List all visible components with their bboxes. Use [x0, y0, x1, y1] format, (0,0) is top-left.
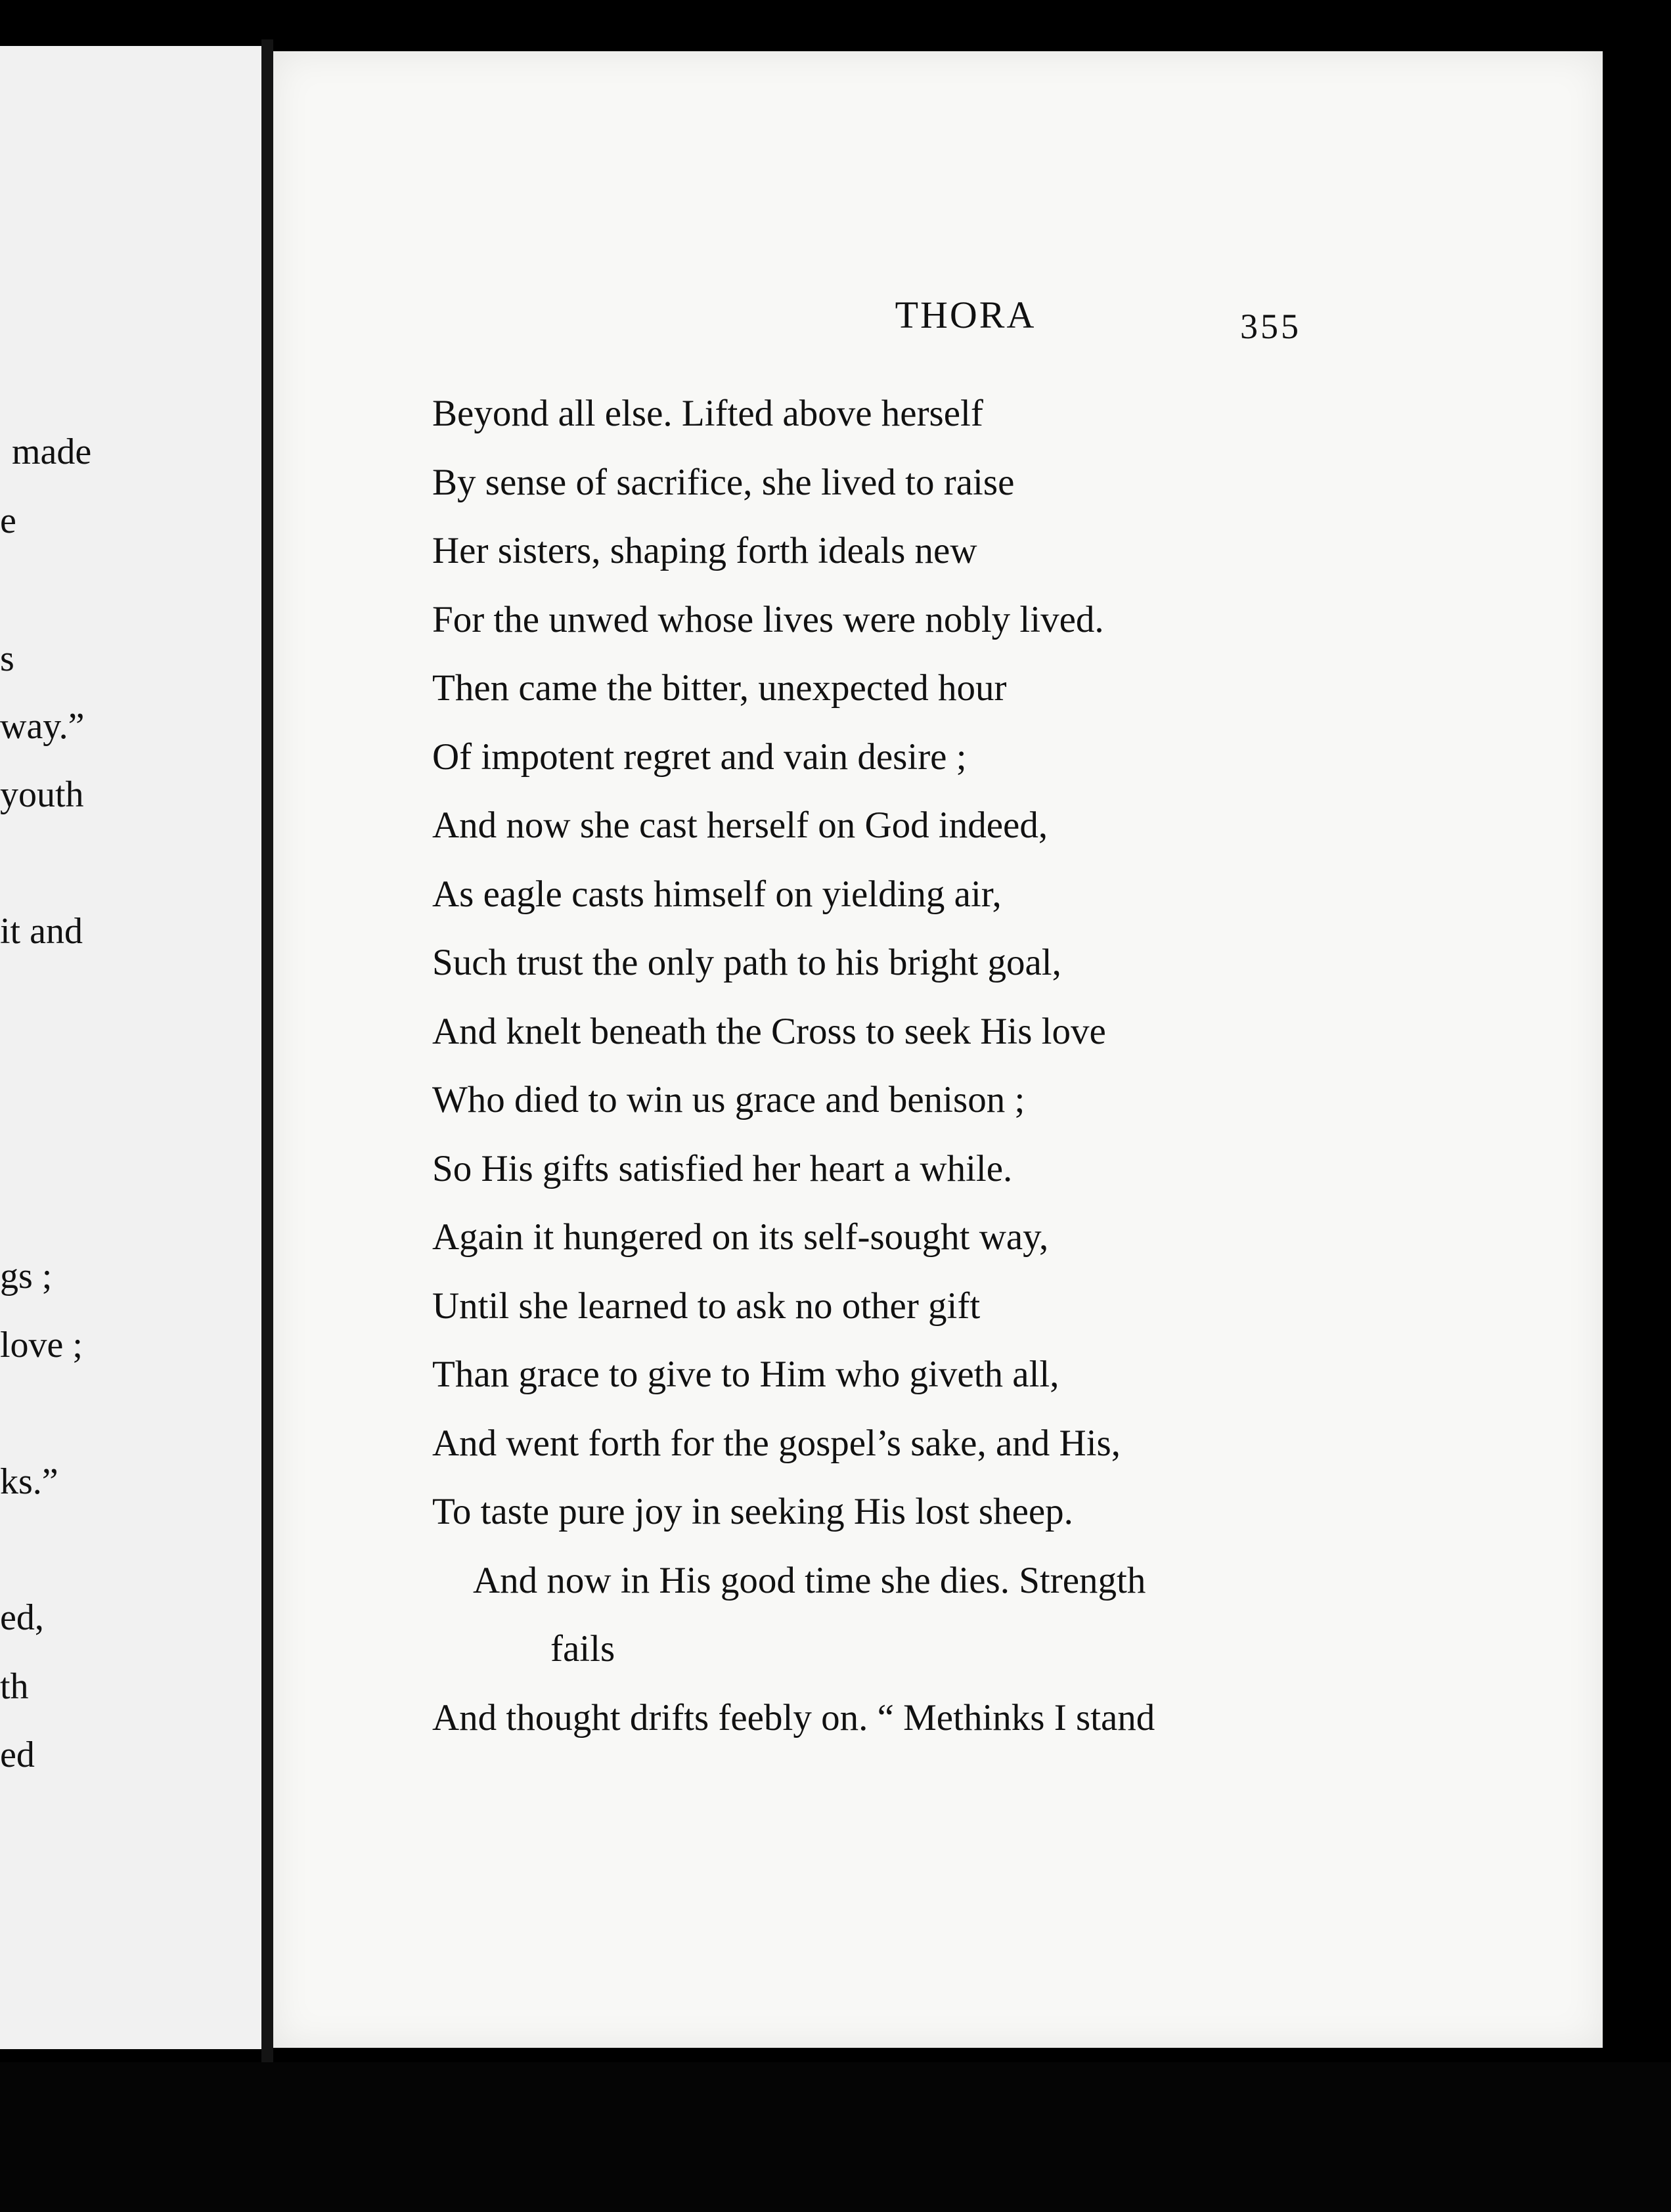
- left-fragment-line: th: [0, 1666, 29, 1707]
- verse-line: And went forth for the gospel’s sake, and His,: [432, 1422, 1121, 1464]
- verse-line: Again it hungered on its self-sought way,: [432, 1216, 1049, 1258]
- verse-line: Of impotent regret and vain desire ;: [432, 736, 967, 778]
- page-number: 355: [1240, 307, 1301, 346]
- running-head: THORA: [895, 294, 1036, 336]
- verse-line: To taste pure joy in seeking His lost sheep.: [432, 1491, 1073, 1532]
- left-fragment-line: ed: [0, 1735, 35, 1775]
- verse-line: Then came the bitter, unexpected hour: [432, 667, 1007, 709]
- verse-line: Than grace to give to Him who giveth all,: [432, 1354, 1059, 1395]
- right-page: [273, 51, 1603, 2048]
- verse-line: fails: [550, 1628, 615, 1670]
- left-fragment-line: e: [0, 500, 16, 541]
- verse-line: Such trust the only path to his bright goal,: [432, 942, 1061, 983]
- left-fragment-line: made: [12, 431, 92, 472]
- verse-line: Who died to win us grace and benison ;: [432, 1079, 1025, 1120]
- left-fragment-line: love ;: [0, 1325, 83, 1365]
- left-fragment-line: ed,: [0, 1597, 44, 1638]
- scan-background: [0, 2062, 1671, 2212]
- verse-line: And thought drifts feebly on. “ Methinks I stand: [432, 1696, 1155, 1738]
- verse-line: Beyond all else. Lifted above herself: [432, 393, 983, 434]
- left-page-fragment: [0, 46, 261, 2049]
- poem-text: [432, 380, 1588, 1752]
- verse-line: And now she cast herself on God indeed,: [432, 805, 1048, 846]
- verse-line: As eagle casts himself on yielding air,: [432, 873, 1002, 915]
- left-fragment-line: way.”: [0, 706, 85, 747]
- left-fragment-line: s: [0, 638, 14, 679]
- verse-line: For the unwed whose lives were nobly lived.: [432, 598, 1104, 640]
- left-fragment-line: ks.”: [0, 1461, 58, 1502]
- verse-line: So His gifts satisfied her heart a while.: [432, 1147, 1013, 1189]
- left-fragment-line: youth: [0, 774, 84, 815]
- verse-line: By sense of sacrifice, she lived to raise: [432, 461, 1015, 503]
- verse-line: And knelt beneath the Cross to seek His love: [432, 1010, 1106, 1052]
- left-fragment-line: it and: [0, 911, 83, 952]
- verse-line: Her sisters, shaping forth ideals new: [432, 530, 977, 571]
- book-gutter: [261, 39, 273, 2062]
- verse-line: And now in His good time she dies. Strength: [473, 1559, 1146, 1601]
- verse-line: Until she learned to ask no other gift: [432, 1285, 981, 1327]
- left-fragment-line: gs ;: [0, 1256, 53, 1296]
